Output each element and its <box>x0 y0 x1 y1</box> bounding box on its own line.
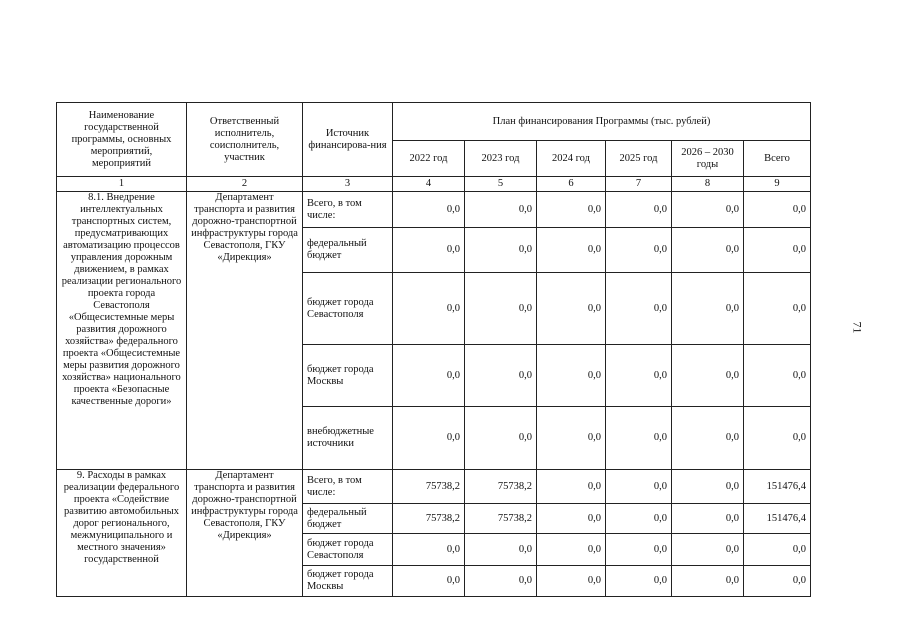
value-cell: 0,0 <box>465 192 537 228</box>
source-cell: федеральный бюджет <box>303 228 393 273</box>
header-year: 2023 год <box>465 141 537 177</box>
value-cell: 0,0 <box>744 407 811 470</box>
value-cell: 0,0 <box>606 504 672 534</box>
source-cell: бюджет города Москвы <box>303 345 393 407</box>
column-number: 4 <box>393 177 465 192</box>
column-number: 5 <box>465 177 537 192</box>
source-cell: Всего, в том числе: <box>303 470 393 504</box>
program-name-cell: 9. Расходы в рамках реализации федерального проекта «Содействие развитию автомобильных дорог регионального, межмуниципального и местного значения» государственной <box>57 470 187 597</box>
source-cell: бюджет города Москвы <box>303 566 393 597</box>
value-cell: 0,0 <box>465 534 537 566</box>
source-cell: федеральный бюджет <box>303 504 393 534</box>
value-cell: 0,0 <box>465 228 537 273</box>
value-cell: 0,0 <box>537 407 606 470</box>
value-cell: 0,0 <box>465 407 537 470</box>
value-cell: 0,0 <box>744 534 811 566</box>
value-cell: 0,0 <box>744 228 811 273</box>
value-cell: 0,0 <box>465 566 537 597</box>
header-year: 2024 год <box>537 141 606 177</box>
source-cell: Всего, в том числе: <box>303 192 393 228</box>
value-cell: 0,0 <box>744 192 811 228</box>
value-cell: 0,0 <box>672 504 744 534</box>
value-cell: 0,0 <box>537 345 606 407</box>
responsible-cell: Департамент транспорта и развития дорожно-транспортной инфраструктуры города Севастополя, ГКУ «Дирекция» <box>187 470 303 597</box>
value-cell: 0,0 <box>672 273 744 345</box>
value-cell: 0,0 <box>672 566 744 597</box>
value-cell: 0,0 <box>537 273 606 345</box>
header-year: 2026 – 2030 годы <box>672 141 744 177</box>
header-total: Всего <box>744 141 811 177</box>
value-cell: 0,0 <box>393 273 465 345</box>
value-cell: 0,0 <box>606 192 672 228</box>
value-cell: 0,0 <box>537 228 606 273</box>
header-plan: План финансирования Программы (тыс. рублей) <box>393 103 811 141</box>
value-cell: 0,0 <box>465 273 537 345</box>
value-cell: 0,0 <box>393 228 465 273</box>
table-row <box>57 470 811 504</box>
value-cell: 0,0 <box>393 345 465 407</box>
column-number: 6 <box>537 177 606 192</box>
column-number: 9 <box>744 177 811 192</box>
value-cell: 0,0 <box>537 470 606 504</box>
value-cell: 0,0 <box>537 192 606 228</box>
value-cell: 0,0 <box>606 228 672 273</box>
value-cell: 0,0 <box>672 345 744 407</box>
value-cell: 75738,2 <box>465 470 537 504</box>
value-cell: 151476,4 <box>744 470 811 504</box>
financing-table <box>56 102 811 597</box>
value-cell: 0,0 <box>672 534 744 566</box>
value-cell: 0,0 <box>606 273 672 345</box>
value-cell: 0,0 <box>744 345 811 407</box>
value-cell: 0,0 <box>393 534 465 566</box>
header-year: 2025 год <box>606 141 672 177</box>
header-source: Источник финансирова-ния <box>303 103 393 177</box>
value-cell: 0,0 <box>537 504 606 534</box>
value-cell: 75738,2 <box>465 504 537 534</box>
value-cell: 75738,2 <box>393 470 465 504</box>
value-cell: 0,0 <box>606 407 672 470</box>
value-cell: 0,0 <box>537 534 606 566</box>
value-cell: 0,0 <box>393 192 465 228</box>
value-cell: 75738,2 <box>393 504 465 534</box>
column-number: 3 <box>303 177 393 192</box>
value-cell: 0,0 <box>537 566 606 597</box>
column-number: 7 <box>606 177 672 192</box>
value-cell: 0,0 <box>744 273 811 345</box>
header-year: 2022 год <box>393 141 465 177</box>
value-cell: 0,0 <box>672 407 744 470</box>
value-cell: 0,0 <box>606 345 672 407</box>
source-cell: внебюджетные источники <box>303 407 393 470</box>
value-cell: 0,0 <box>606 534 672 566</box>
column-number: 1 <box>57 177 187 192</box>
value-cell: 0,0 <box>744 566 811 597</box>
value-cell: 0,0 <box>606 470 672 504</box>
source-cell: бюджет города Севастополя <box>303 534 393 566</box>
value-cell: 0,0 <box>393 407 465 470</box>
page-number: 71 <box>850 321 865 334</box>
value-cell: 0,0 <box>606 566 672 597</box>
header-responsible: Ответственный исполнитель, соисполнитель, участник <box>187 103 303 177</box>
value-cell: 0,0 <box>672 228 744 273</box>
table-row <box>57 192 811 228</box>
value-cell: 0,0 <box>393 566 465 597</box>
column-number: 2 <box>187 177 303 192</box>
value-cell: 0,0 <box>672 192 744 228</box>
value-cell: 0,0 <box>672 470 744 504</box>
value-cell: 151476,4 <box>744 504 811 534</box>
header-name: Наименование государственной программы, основных мероприятий, мероприятий <box>57 103 187 177</box>
responsible-cell: Департамент транспорта и развития дорожно-транспортной инфраструктуры города Севастополя, ГКУ «Дирекция» <box>187 192 303 470</box>
program-name-cell: 8.1. Внедрение интеллектуальных транспортных систем, предусматривающих автоматизацию процессов управления дорожным движением, в рамках реализации регионального проекта города Севастополя «Общесистемные меры развития дорожного хозяйства» федерального проекта «Общесистемные меры развития дорожного хозяйства» национального проекта «Безопасные качественные дороги» <box>57 192 187 470</box>
column-number: 8 <box>672 177 744 192</box>
value-cell: 0,0 <box>465 345 537 407</box>
source-cell: бюджет города Севастополя <box>303 273 393 345</box>
